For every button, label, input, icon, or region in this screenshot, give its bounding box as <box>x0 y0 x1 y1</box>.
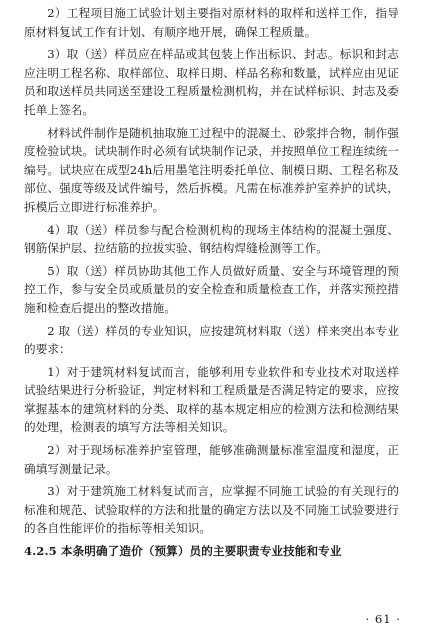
paragraph-onsite-testing: 4）取（送）样员参与配合检测机构的现场主体结构的混凝土强度、钢筋保护层、拉结筋的拉拔实验、钢结构焊缝检测等工作。 <box>24 222 399 256</box>
paragraph-curing-room: 2）对于现场标准养护室管理，能够准确测量标准室温度和湿度，正确填写测量记录。 <box>24 443 399 476</box>
page-number: · 61 · <box>365 612 401 626</box>
paragraph-sample-labeling: 3）取（送）样员应在样品或其包装上作出标识、封志。标识和封志应注明工程名称、取样部位、取样日期、样品名称和数量，试样应由见证员和取送样员共同送至建设工程质量检测机构，并在试样标识、封志及委托单上签名。 <box>24 47 399 117</box>
paragraph-sampling-plan: 2）工程项目施工试验计划主要指对原材料的取样和送样工作，指导原材料复试工作有计划、有顺序地开展，确保工程质量。 <box>24 6 399 39</box>
paragraph-material-retest: 1）对于建筑材料复试而言，能够利用专业软件和专业技术对取送样试验结果进行分析验证，判定材料和工程质量是否满足特定的要求，应按掌握基本的建筑材料的分类、取样的基本规定相应的检测方法和检测结果的处理，检测表的填写方法等相关知识。 <box>24 364 399 435</box>
paragraph-professional-knowledge-heading: 2 取（送）样员的专业知识，应按建筑材料取（送）样来突出本专业的要求： <box>24 323 399 357</box>
paragraph-safety-quality: 5）取（送）样员协助其他工作人员做好质量、安全与环境管理的预控工作，参与安全员或质量员的安全检查和质量检查工作，并落实预控措施和检查后提出的整改措施。 <box>24 263 399 315</box>
paragraph-construction-material-retest: 3）对于建筑施工材料复试而言，应掌握不同施工试验的有关现行的标准和规范、试验取样的方法和批量的确定方法以及不同施工试验要进行的各自性能评价的指标等相关知识。 <box>24 484 399 536</box>
page-body <box>24 4 399 565</box>
paragraph-specimen-making: 材料试件制作是随机抽取施工过程中的混凝土、砂浆拌合物，制作强度检验试块。试块制作时必须有试块制作记录，并按照单位工程连续统一编号。试块应在成型24h后用墨笔注明委托单位、制模日期、工程名称及部位、强度等级及试件编号，然后拆模。凡需在标准养护室养护的试块，拆模后立即进行标准养护。 <box>24 125 399 214</box>
paragraph-section-4-2-5: 4.2.5 本条明确了造价（预算）员的主要职责专业技能和专业 <box>24 544 342 559</box>
